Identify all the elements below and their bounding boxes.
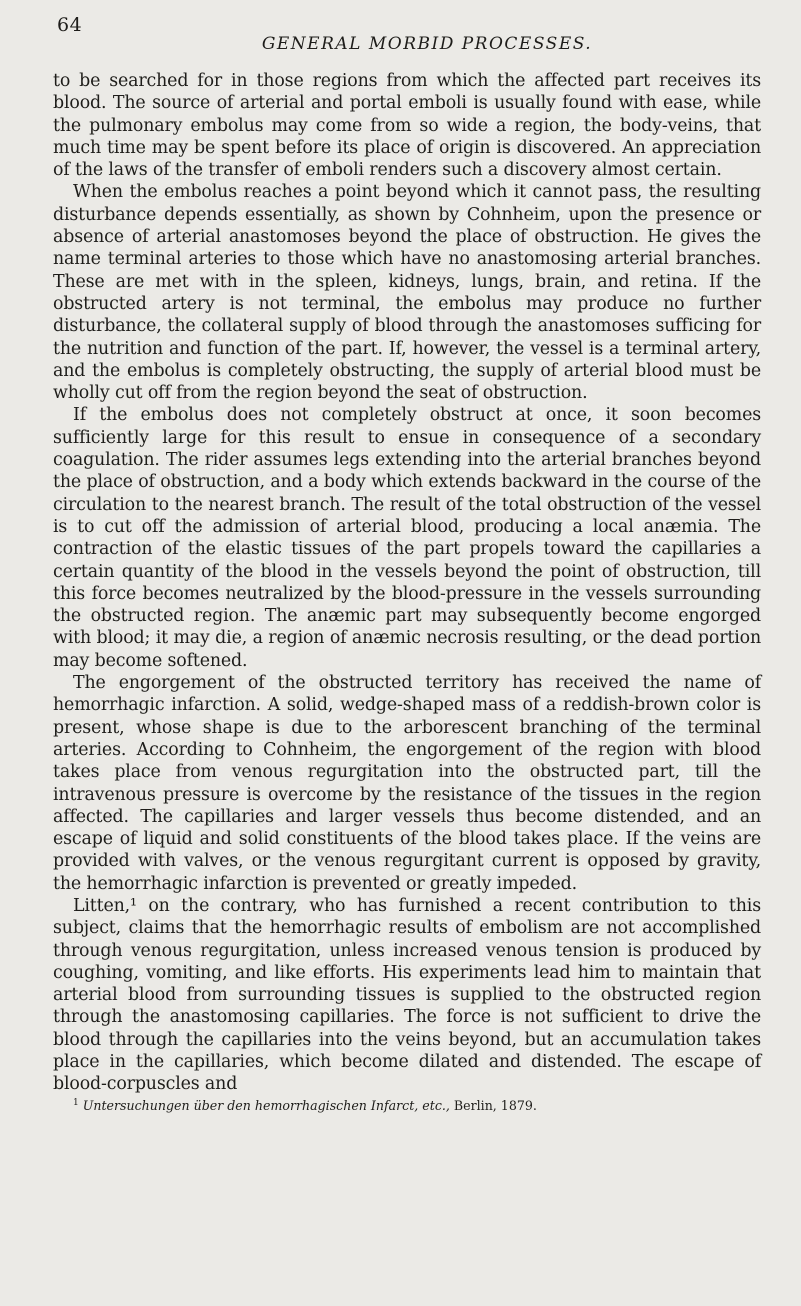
paragraph: If the embolus does not completely obstruct at once, it soon becomes sufficiently large for this result to ensue in consequence of a secondary coagulation. The rider assumes legs extending into the arterial branches beyond the place of obstruction, and a body which extends backward in the course of the circulation to the nearest branch. The result of the total obstruction of the vessel is to cut off the admission of arterial blood, producing a local anæmia. The contraction of the elastic tissues of the part propels toward the capillaries a certain quantity of the blood in the vessels beyond the point of obstruction, till this force becomes neutralized by the blood-pressure in the vessels surrounding the obstructed region. The anæmic part may subsequently become engorged with blood; it may die, a region of anæmic necrosis resulting, or the dead portion may become softened. <box>53 405 761 671</box>
footnote-title: Untersuchungen über den hemorrhagischen Infarct, etc., <box>82 1097 450 1113</box>
body-text <box>53 70 761 1096</box>
footnote-marker: 1 <box>73 1097 79 1108</box>
running-head: GENERAL MORBID PROCESSES. <box>261 34 593 54</box>
footnote <box>53 1098 761 1114</box>
page-number: 64 <box>57 14 83 36</box>
paragraph: to be searched for in those regions from which the affected part receives its blood. The source of arterial and portal emboli is usually found with ease, while the pulmonary embolus may come from so wide a region, the body-veins, that much time may be spent before its place of origin is discovered. An appreciation of the laws of the transfer of emboli renders such a discovery almost certain. <box>53 71 761 181</box>
footnote-rest: Berlin, 1879. <box>453 1097 537 1113</box>
paragraph: The engorgement of the obstructed territory has received the name of hemorrhagic infarction. A solid, wedge-shaped mass of a reddish-brown color is present, whose shape is due to the arborescent branching of the terminal arteries. According to Cohnheim, the engorgement of the region with blood takes place from venous regurgitation into the obstructed part, till the intravenous pressure is overcome by the resistance of the tissues in the region affected. The capillaries and larger vessels thus become distended, and an escape of liquid and solid constituents of the blood takes place. If the veins are provided with valves, or the venous regurgitant current is opposed by gravity, the hemorrhagic infarction is prevented or greatly impeded. <box>53 673 761 894</box>
page-header <box>53 0 761 58</box>
paragraph: Litten,¹ on the contrary, who has furnished a recent contribution to this subject, claims that the hemorrhagic results of embolism are not accomplished through venous regurgitation, unless increased venous tension is produced by coughing, vomiting, and like efforts. His experiments lead him to maintain that arterial blood from surrounding tissues is supplied to the obstructed region through the anastomosing capillaries. The force is not sufficient to drive the blood through the capillaries into the veins beyond, but an accumulation takes place in the capillaries, which become dilated and distended. The escape of blood-corpuscles and <box>53 895 761 1095</box>
paragraph: When the embolus reaches a point beyond which it cannot pass, the resulting disturbance depends essentially, as shown by Cohnheim, upon the presence or absence of arterial anastomoses beyond the place of obstruction. He gives the name terminal arteries to those which have no anastomosing arterial branches. These are met with in the spleen, kidneys, lungs, brain, and retina. If the obstructed artery is not terminal, the embolus may produce no further disturbance, the collateral supply of blood through the anastomoses sufficing for the nutrition and function of the part. If, however, the vessel is a terminal artery, and the embolus is completely obstructing, the supply of arterial blood must be wholly cut off from the region beyond the seat of obstruction. <box>53 182 761 404</box>
